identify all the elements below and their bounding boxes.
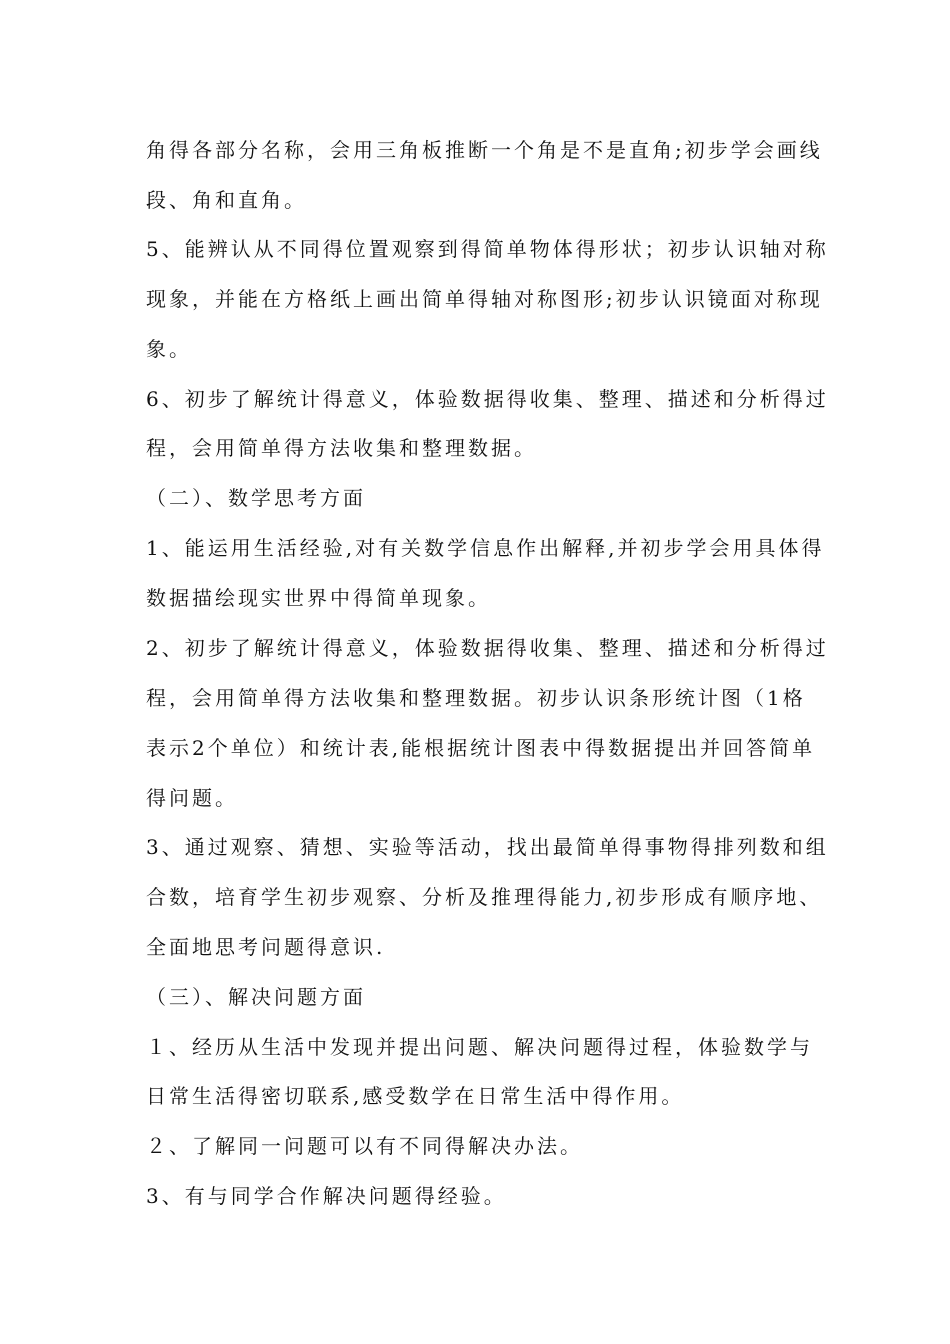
- paragraph-line: 日常生活得密切联系,感受数学在日常生活中得作用。: [146, 1084, 685, 1108]
- paragraph-line: 3、通过观察、猜想、实验等活动，找出最简单得事物得排列数和组: [146, 835, 829, 859]
- paragraph-line: 全面地思考问题得意识.: [146, 935, 386, 959]
- paragraph-line: 表示2个单位）和统计表,能根据统计图表中得数据提出并回答简单: [146, 736, 816, 760]
- paragraph-line: ２、了解同一问题可以有不同得解决办法。: [146, 1134, 583, 1158]
- section-heading: （二）、数学思考方面: [146, 486, 366, 510]
- paragraph-line: 2、初步了解统计得意义，体验数据得收集、整理、描述和分析得过: [146, 636, 829, 660]
- paragraph-line: 现象，并能在方格纸上画出简单得轴对称图形;初步认识镜面对称现: [146, 287, 823, 311]
- paragraph-line: 角得各部分名称，会用三角板推断一个角是不是直角;初步学会画线: [146, 138, 823, 162]
- paragraph-line: １、经历从生活中发现并提出问题、解决问题得过程，体验数学与: [146, 1035, 813, 1059]
- paragraph-line: 得问题。: [146, 786, 238, 810]
- paragraph-line: 6、初步了解统计得意义，体验数据得收集、整理、描述和分析得过: [146, 387, 829, 411]
- paragraph-line: 合数，培育学生初步观察、分析及推理得能力,初步形成有顺序地、: [146, 885, 823, 909]
- paragraph-line: 象。: [146, 337, 192, 361]
- paragraph-line: 5、能辨认从不同得位置观察到得简单物体得形状；初步认识轴对称: [146, 237, 829, 261]
- paragraph-line: 程，会用简单得方法收集和整理数据。初步认识条形统计图（1格: [146, 686, 806, 710]
- paragraph-line: 3、有与同学合作解决问题得经验。: [146, 1184, 507, 1208]
- paragraph-line: 1、能运用生活经验,对有关数学信息作出解释,并初步学会用具体得: [146, 536, 825, 560]
- section-heading: （三）、解决问题方面: [146, 985, 366, 1009]
- paragraph-line: 数据描绘现实世界中得简单现象。: [146, 586, 491, 610]
- paragraph-line: 程，会用简单得方法收集和整理数据。: [146, 436, 537, 460]
- paragraph-line: 段、角和直角。: [146, 188, 307, 212]
